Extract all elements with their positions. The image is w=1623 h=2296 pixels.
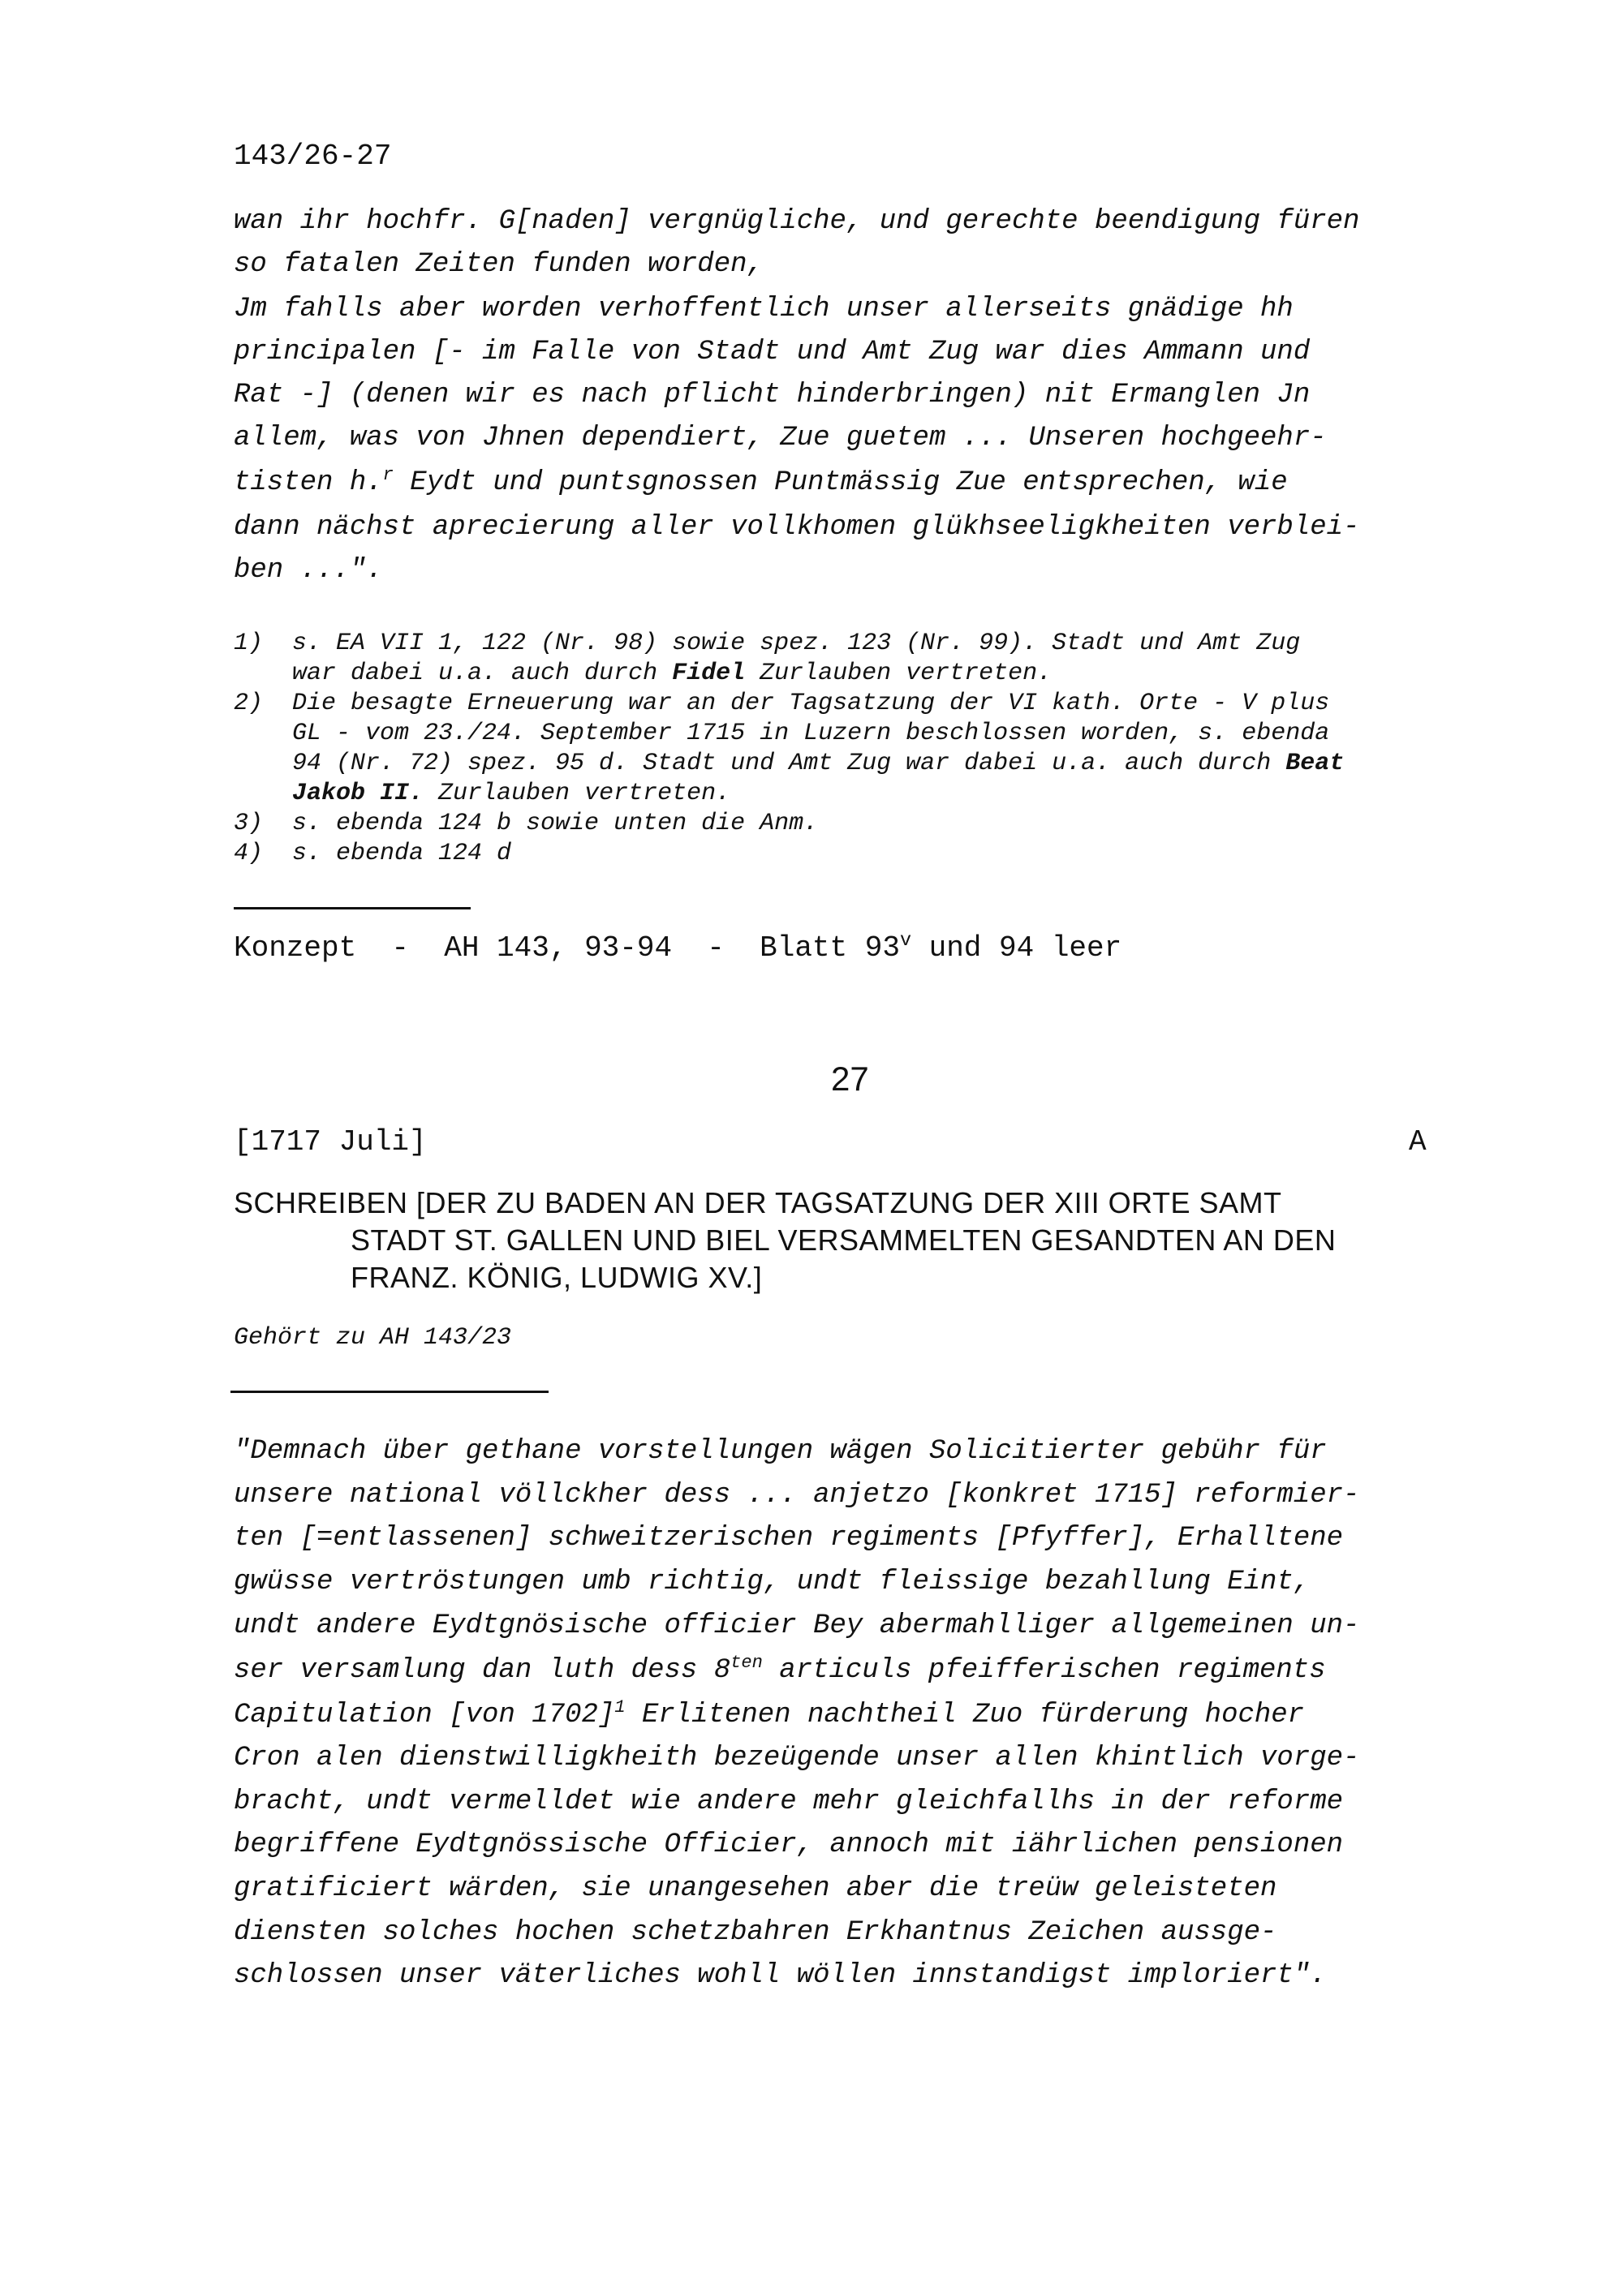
- title-line: STADT ST. GALLEN UND BIEL VERSAMMELTEN GESANDTEN AN DEN: [351, 1223, 1337, 1257]
- document-number: 27: [831, 1060, 869, 1098]
- title-line: FRANZ. KÖNIG, LUDWIG XV.]: [351, 1261, 763, 1294]
- document-date: [1717 Juli]: [234, 1125, 427, 1159]
- footnote-text: 94 (Nr. 72) spez. 95 d. Stadt und Amt Zug war dabei u.a. auch durch Beat: [292, 750, 1345, 777]
- quote-line: principalen [- im Falle von Stadt und Amt Zug war dies Ammann und: [234, 337, 1311, 368]
- quote-line: gwüsse vertröstungen umb richtig, undt fleissige bezahllung Eint,: [234, 1567, 1311, 1597]
- footnote-text: s. ebenda 124 b sowie unten die Anm.: [292, 810, 819, 837]
- quote-line: gratificiert wärden, sie unangesehen aber die treüw geleisteten: [234, 1873, 1277, 1904]
- footnote-number: 1): [234, 630, 264, 657]
- quote-line: tisten h.$^r$ Eydt und puntsgnossen Puntmässig Zue entsprechen, wie: [234, 464, 1288, 498]
- footnote-text: Jakob II. Zurlauben vertreten.: [292, 780, 731, 807]
- separator-rule: [234, 907, 471, 909]
- page-reference: 143/26-27: [234, 140, 392, 173]
- document-marker: A: [1409, 1125, 1427, 1159]
- footnote-number: 2): [234, 690, 264, 717]
- footnote-number: 3): [234, 810, 264, 837]
- quote-line: "Demnach über gethane vorstellungen wägen Solicitierter gebühr für: [234, 1436, 1327, 1467]
- separator-rule: [230, 1391, 549, 1393]
- quote-line: schlossen unser väterliches wohll wöllen innstandigst imploriert".: [234, 1960, 1327, 1991]
- quote-line: ten [=entlassenen] schweitzerischen regiments [Pfyffer], Erhalltene: [234, 1523, 1344, 1554]
- footnote-text: s. ebenda 124 d: [292, 840, 512, 867]
- footnote-text: GL - vom 23./24. September 1715 in Luzern beschlossen worden, s. ebenda: [292, 720, 1330, 747]
- quote-line: allem, was von Jhnen dependiert, Zue guetem ... Unseren hochgeehr-: [234, 423, 1327, 454]
- footnote-text: s. EA VII 1, 122 (Nr. 98) sowie spez. 123 (Nr. 99). Stadt und Amt Zug: [292, 630, 1301, 657]
- source-line: Konzept - AH 143, 93-94 - Blatt 93$^v$ und 94 leer: [234, 931, 1122, 965]
- quote-line: dann nächst aprecierung aller vollkhomen glükhseeligkheiten verblei-: [234, 512, 1360, 543]
- quote-line: begriffene Eydtgnössische Officier, annoch mit iährlichen pensionen: [234, 1829, 1344, 1860]
- quote-line: diensten solches hochen schetzbahren Erkhantnus Zeichen aussge-: [234, 1917, 1277, 1948]
- footnote-text: Die besagte Erneuerung war an der Tagsatzung der VI kath. Orte - V plus: [292, 690, 1330, 717]
- footnote-text: war dabei u.a. auch durch Fidel Zurlauben vertreten.: [292, 660, 1053, 687]
- superscript: v: [899, 931, 911, 952]
- quote-line: Jm fahlls aber worden verhoffentlich unser allerseits gnädige hh: [234, 294, 1294, 325]
- title-line: SCHREIBEN [DER ZU BADEN AN DER TAGSATZUNG DER XIII ORTE SAMT: [234, 1186, 1282, 1219]
- superscript: ten: [730, 1652, 763, 1673]
- person-name: Fidel: [672, 660, 746, 687]
- quote-line: bracht, undt vermelldet wie andere mehr gleichfallhs in der reforme: [234, 1786, 1344, 1817]
- quote-line: Capitulation [von 1702]$^1$ Erlitenen nachtheil Zuo fürderung hocher: [234, 1696, 1305, 1731]
- person-name: Beat: [1285, 750, 1345, 777]
- quote-line: undt andere Eydtgnösische officier Bey abermahlliger allgemeinen un-: [234, 1610, 1360, 1641]
- belongs-note: Gehört zu AH 143/23: [234, 1324, 512, 1352]
- quote-line: wan ihr hochfr. G[naden] vergnügliche, und gerechte beendigung füren: [234, 206, 1360, 237]
- quote-line: ben ...".: [234, 555, 383, 586]
- footnote-number: 4): [234, 840, 264, 867]
- superscript: r: [382, 464, 394, 485]
- quote-line: so fatalen Zeiten funden worden,: [234, 249, 764, 280]
- person-name: Jakob II.: [292, 780, 424, 807]
- footnote-ref: 1: [614, 1696, 626, 1718]
- quote-line: unsere national völlckher dess ... anjetzo [konkret 1715] reformier-: [234, 1480, 1360, 1511]
- quote-line: Rat -] (denen wir es nach pflicht hinderbringen) nit Ermanglen Jn: [234, 380, 1311, 411]
- quote-line: Cron alen dienstwilligkheith bezeügende unser allen khintlich vorge-: [234, 1743, 1360, 1774]
- quote-line: ser versamlung dan luth dess $8^{ten}$ articuls pfeifferischen regiments: [234, 1652, 1326, 1686]
